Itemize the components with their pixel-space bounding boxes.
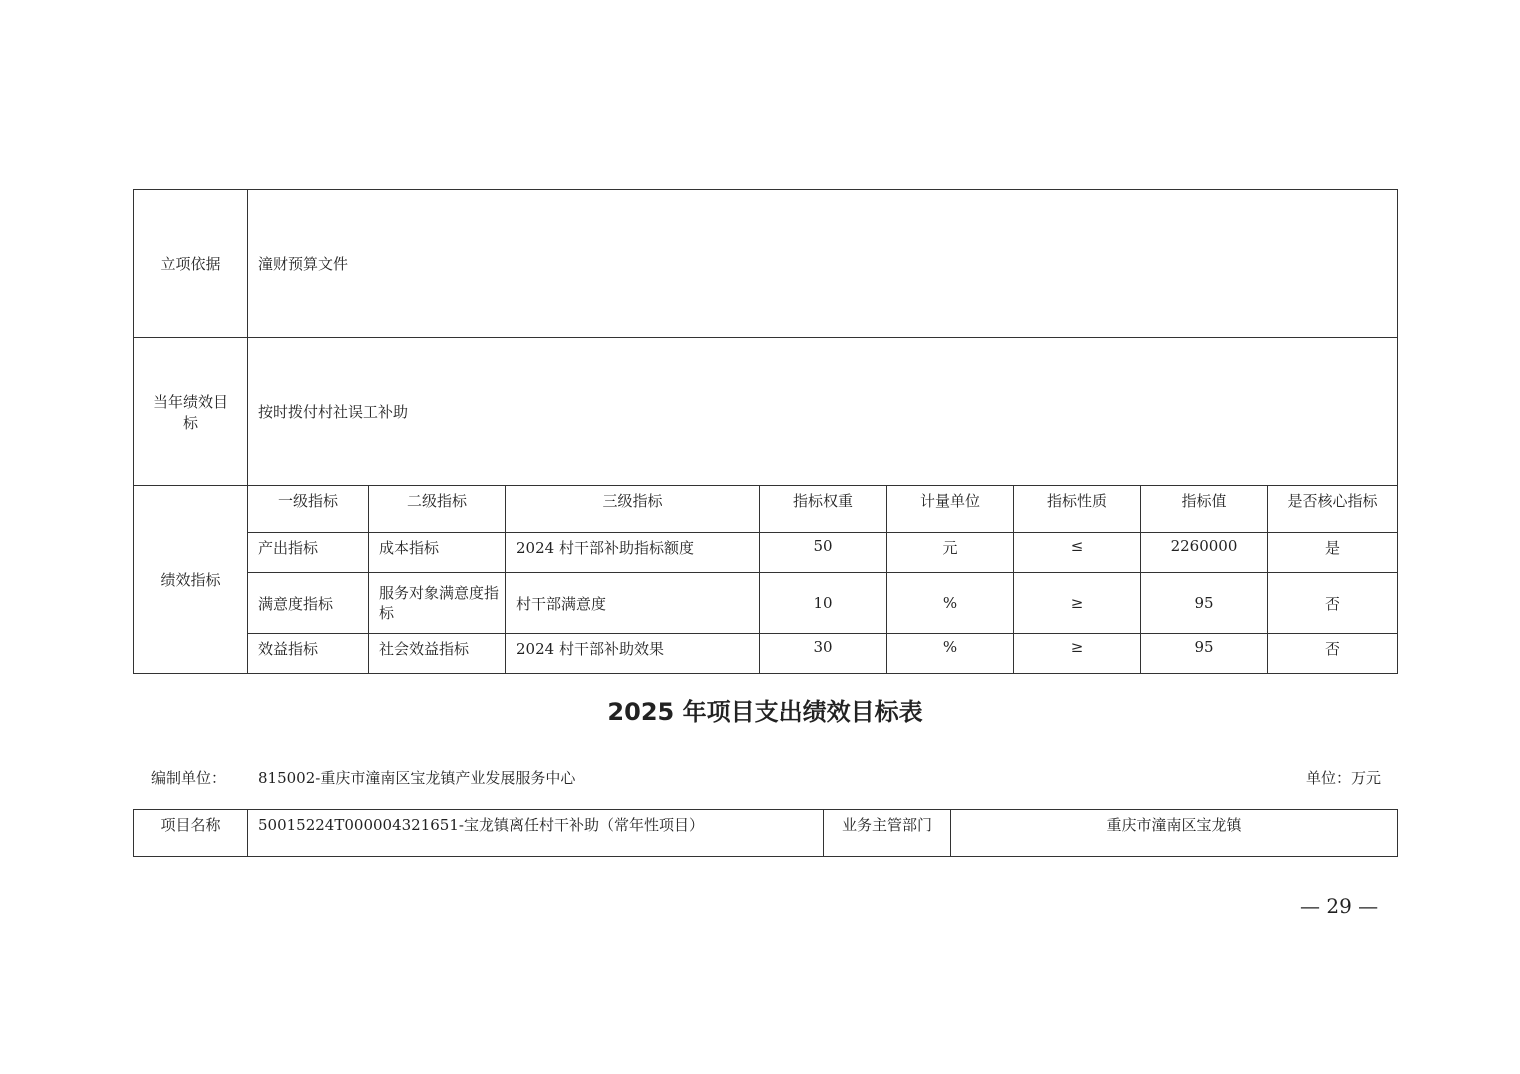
basis-label: 立项依据 <box>134 190 248 338</box>
table-cell: 50 <box>760 533 887 573</box>
department-label: 业务主管部门 <box>824 810 951 857</box>
goal-row <box>134 338 1398 486</box>
header-cell: 指标权重 <box>760 486 887 533</box>
table-cell: 30 <box>760 634 887 674</box>
table-cell: 2260000 <box>1141 533 1268 573</box>
table-cell: 95 <box>1141 634 1268 674</box>
table-cell: 服务对象满意度指标 <box>369 573 506 634</box>
project-name-value: 50015224T000004321651-宝龙镇离任村干补助（常年性项目） <box>248 810 824 857</box>
page-number: — 29 — <box>1300 894 1379 918</box>
project-row <box>134 810 1398 857</box>
project-name-label: 项目名称 <box>134 810 248 857</box>
header-cell: 指标性质 <box>1014 486 1141 533</box>
table-cell: 村干部满意度 <box>506 573 760 634</box>
table-cell: ≥ <box>1014 634 1141 674</box>
department-value: 重庆市潼南区宝龙镇 <box>951 810 1398 857</box>
table-cell: 是 <box>1268 533 1398 573</box>
indicator-header-row <box>134 486 1398 533</box>
header-cell: 三级指标 <box>506 486 760 533</box>
header-cell: 计量单位 <box>887 486 1014 533</box>
goal-value: 按时拨付村社误工补助 <box>248 338 1398 486</box>
compiling-unit-value: 815002-重庆市潼南区宝龙镇产业发展服务中心 <box>258 769 576 787</box>
table-row <box>134 533 1398 573</box>
table-cell: ≥ <box>1014 573 1141 634</box>
header-cell: 一级指标 <box>248 486 369 533</box>
table-row <box>134 573 1398 634</box>
table-cell: % <box>887 573 1014 634</box>
table-cell: 否 <box>1268 634 1398 674</box>
table-cell: % <box>887 634 1014 674</box>
table-cell: 否 <box>1268 573 1398 634</box>
table-row <box>134 634 1398 674</box>
header-cell: 指标值 <box>1141 486 1268 533</box>
table-cell: 95 <box>1141 573 1268 634</box>
table-cell: 成本指标 <box>369 533 506 573</box>
goal-label: 当年绩效目标 <box>134 338 248 486</box>
table-cell: 2024 村干部补助效果 <box>506 634 760 674</box>
table-cell: 产出指标 <box>248 533 369 573</box>
table-cell: 10 <box>760 573 887 634</box>
table-cell: ≤ <box>1014 533 1141 573</box>
indicators-label: 绩效指标 <box>134 486 248 674</box>
document-title: 2025 年项目支出绩效目标表 <box>607 698 923 726</box>
table-cell: 满意度指标 <box>248 573 369 634</box>
project-table <box>133 809 1398 857</box>
currency-unit: 单位：万元 <box>1306 769 1382 787</box>
compiling-unit-label: 编制单位： <box>151 769 227 787</box>
header-cell: 是否核心指标 <box>1268 486 1398 533</box>
performance-table <box>133 189 1398 674</box>
basis-value: 潼财预算文件 <box>248 190 1398 338</box>
table-cell: 社会效益指标 <box>369 634 506 674</box>
table-cell: 效益指标 <box>248 634 369 674</box>
table-cell: 2024 村干部补助指标额度 <box>506 533 760 573</box>
basis-row <box>134 190 1398 338</box>
header-cell: 二级指标 <box>369 486 506 533</box>
table-cell: 元 <box>887 533 1014 573</box>
